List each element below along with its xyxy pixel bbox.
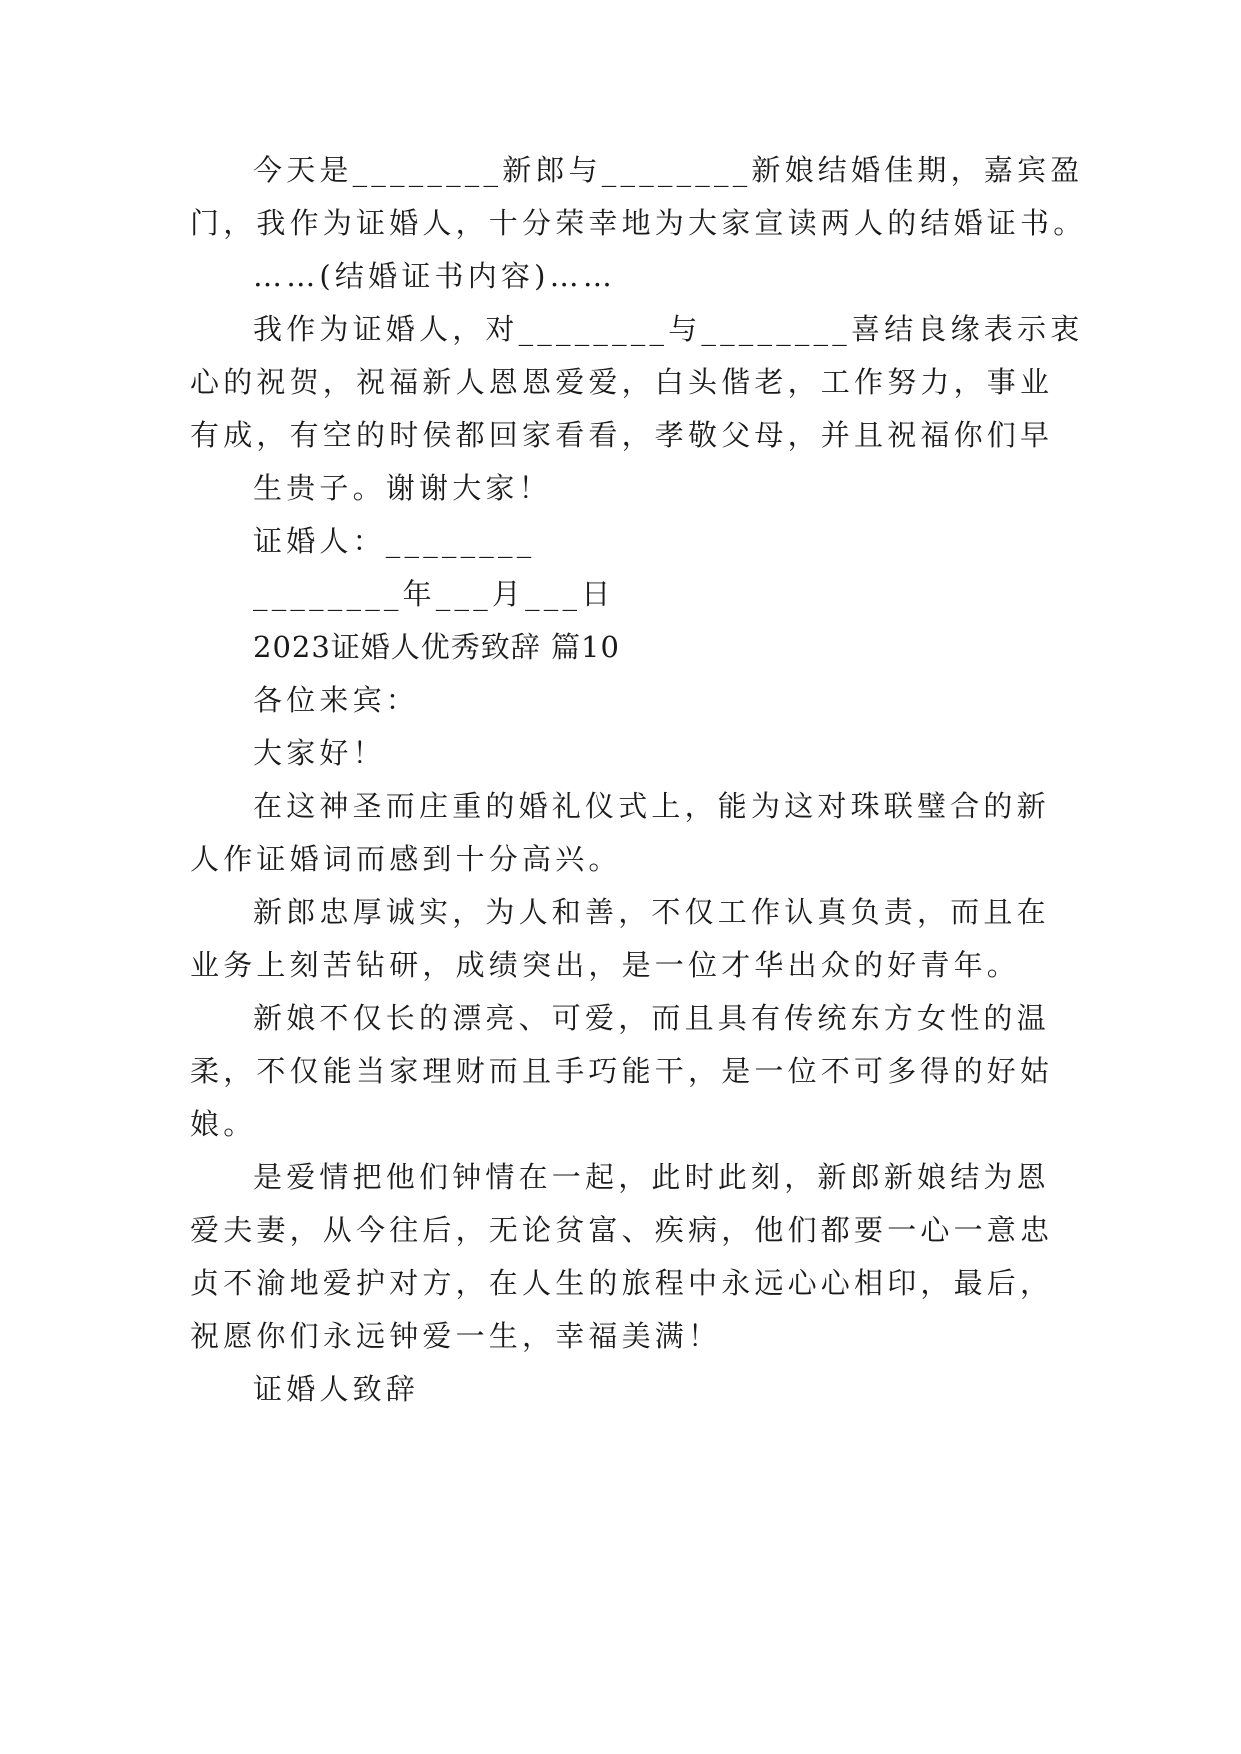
paragraph-line: 新郎忠厚诚实，为人和善，不仅工作认真负责，而且在 [253, 895, 1050, 929]
paragraph-line: 有成，有空的时侯都回家看看，孝敬父母，并且祝福你们早 [190, 418, 1054, 452]
paragraph-line: 爱夫妻，从今往后，无论贫富、疾病，他们都要一心一意忠 [190, 1213, 1054, 1247]
greeting: 大家好！ [253, 736, 386, 770]
paragraph-line: 我作为证婚人，对________与________喜结良缘表示衷 [253, 312, 1084, 346]
paragraph-line: 柔，不仅能当家理财而且手巧能干，是一位不可多得的好姑 [190, 1054, 1054, 1088]
paragraph-line: 今天是________新郎与________新娘结婚佳期，嘉宾盈 [253, 153, 1084, 187]
paragraph-line: 人作证婚词而感到十分高兴。 [190, 842, 622, 876]
section-heading: 2023证婚人优秀致辞 篇10 [253, 630, 620, 664]
salutation: 各位来宾： [253, 683, 420, 717]
closing-line: 证婚人致辞 [253, 1372, 420, 1406]
paragraph-line: 心的祝贺，祝福新人恩恩爱爱，白头偕老，工作努力，事业 [190, 365, 1054, 399]
paragraph-line: 是爱情把他们钟情在一起，此时此刻，新郎新娘结为恩 [253, 1160, 1050, 1194]
paragraph-line: 贞不渝地爱护对方，在人生的旅程中永远心心相印，最后， [190, 1266, 1054, 1300]
paragraph-line: 祝愿你们永远钟爱一生，幸福美满！ [190, 1319, 722, 1353]
paragraph-line: 门，我作为证婚人，十分荣幸地为大家宣读两人的结婚证书。 [190, 206, 1087, 240]
paragraph-line: ……(结婚证书内容)…… [253, 259, 617, 293]
date-line: ________年___月___日 [253, 577, 615, 611]
paragraph-line: 新娘不仅长的漂亮、可爱，而且具有传统东方女性的温 [253, 1001, 1050, 1035]
paragraph-line: 业务上刻苦钻研，成绩突出，是一位才华出众的好青年。 [190, 948, 1021, 982]
paragraph-line: 生贵子。谢谢大家！ [253, 471, 552, 505]
signature-line: 证婚人：________ [253, 524, 536, 558]
paragraph-line: 在这神圣而庄重的婚礼仪式上，能为这对珠联璧合的新 [253, 789, 1050, 823]
paragraph-line: 娘。 [190, 1107, 257, 1141]
